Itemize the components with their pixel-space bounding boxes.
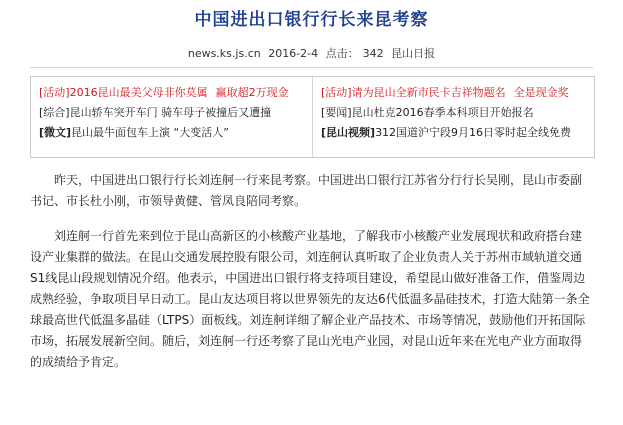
- link-category: [要闻]: [321, 106, 352, 119]
- article-paragraph: 刘连舸一行首先来到位于昆山高新区的小核酸产业基地，了解我市小核酸产业发展现状和政府搭台建设产业集群的做法。在昆山交通发展控股有限公司，刘连舸认真听取了企业负责人关于苏州市域轨道交通S1线昆山段规划情况介绍。他表示，中国进出口银行将支持项目建设，希望昆山做好准备工作，借鉴周边成熟经验，争取项目早日动工。昆山友达项目将以世界领先的友达6代低温多晶硅技术，打造大陆第一条全球最高世代低温多晶硅（LTPS）面板线。刘连舸详细了解企业产品技术、市场等情况，鼓励他们开拓国际市场，拓展发展新空间。随后，刘连舸一行还考察了昆山光电产业园，对昆山近年来在光电产业方面取得的成绩给予肯定。: [30, 229, 590, 369]
- publish-date: 2016-2-4: [268, 47, 319, 60]
- link-category: [微文]: [39, 126, 72, 139]
- related-link[interactable]: [31, 83, 312, 103]
- article-paragraph: 昨天，中国进出口银行行长刘连舸一行来昆考察。中国进出口银行江苏省分行行长吴刚，昆山市委副书记、市长杜小刚，市领导黄健、管凤良陪同考察。: [30, 173, 583, 208]
- article-source: 昆山日报: [391, 47, 436, 60]
- related-link[interactable]: [31, 103, 312, 123]
- site-domain: news.ks.js.cn: [187, 47, 261, 60]
- link-text[interactable]: 昆山杜克2016春季本科项目开始报名: [351, 106, 534, 119]
- link-text[interactable]: 2016昆山最美父母非你莫属: [69, 86, 208, 99]
- link-text[interactable]: 昆山最牛面包车上演 “大变活人”: [71, 126, 229, 139]
- article-meta: [0, 44, 623, 64]
- link-extra[interactable]: 赢取超2万现金: [215, 86, 289, 99]
- related-links-box: [30, 76, 595, 158]
- related-link[interactable]: [313, 123, 594, 143]
- page-title: 中国进出口银行行长来昆考察: [194, 10, 429, 30]
- link-text[interactable]: 昆山轿车突开车门 骑车母子被撞后又遭撞: [69, 106, 272, 119]
- clicks-label: 点击：: [325, 47, 359, 60]
- link-category: [活动]: [321, 86, 352, 99]
- link-text[interactable]: 312国道沪宁段9月16日零时起全线免费: [375, 126, 572, 139]
- article-body: [30, 170, 593, 387]
- link-text[interactable]: 请为昆山全新市民卡吉祥物题名: [351, 86, 506, 99]
- related-link[interactable]: [313, 83, 594, 103]
- link-category: [昆山视频]: [321, 126, 376, 139]
- related-links-right: [313, 77, 594, 157]
- related-link[interactable]: [31, 123, 312, 143]
- related-link[interactable]: [313, 103, 594, 123]
- title-divider: [30, 67, 593, 68]
- click-count: 342: [362, 47, 384, 60]
- link-category: [活动]: [39, 86, 70, 99]
- link-extra[interactable]: 全是现金奖: [513, 86, 569, 99]
- link-category: [综合]: [39, 106, 70, 119]
- related-links-left: [31, 77, 313, 157]
